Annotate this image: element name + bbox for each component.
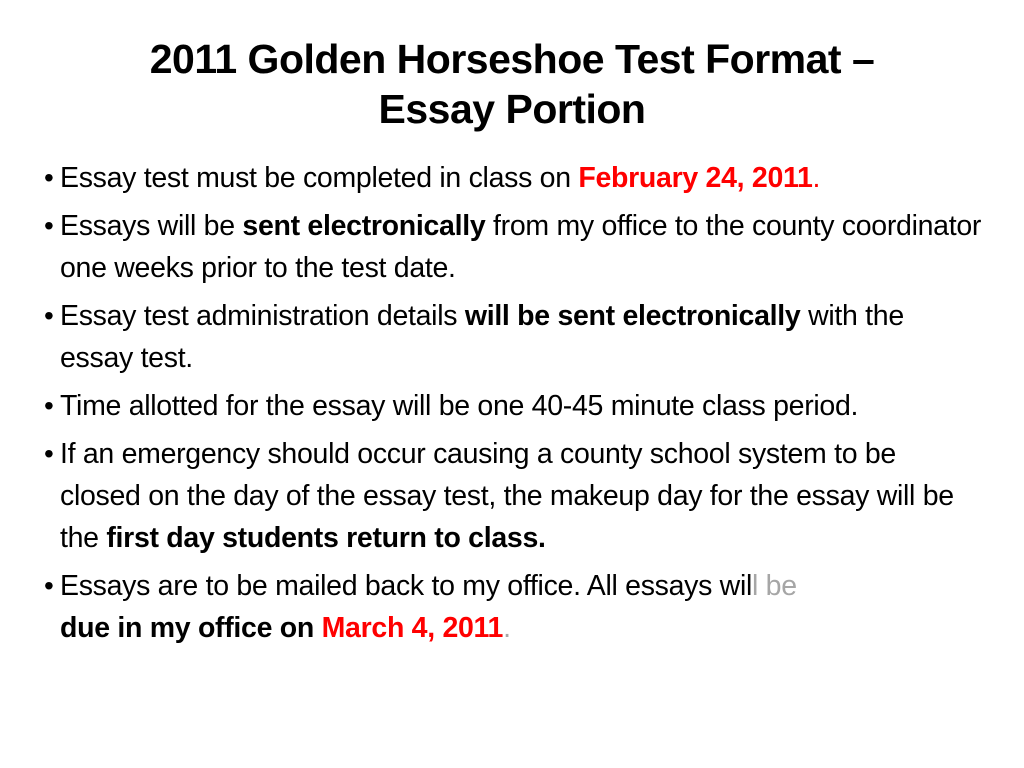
bullet-administration-details xyxy=(44,295,984,379)
bullet-dot-icon: • xyxy=(44,300,54,331)
bullet-text: Essay test must be completed in class on xyxy=(60,162,579,194)
bullet-emergency xyxy=(44,433,984,559)
bullet-emphasis: will be sent electronically xyxy=(464,300,801,332)
bullet-dot-icon: • xyxy=(44,570,54,601)
bullet-text: from my office to the county coordinator one weeks prior to the test date. xyxy=(60,210,982,284)
bullet-text: . xyxy=(503,612,511,644)
bullet-text: Essay test administration details xyxy=(60,300,465,332)
bullet-dot-icon: • xyxy=(44,390,54,421)
bullet-mail-back xyxy=(44,565,984,649)
slide-title xyxy=(60,34,964,134)
bullet-text: Time allotted for the essay will be one 40-45 minute class period. xyxy=(60,390,859,422)
bullet-dot-icon: • xyxy=(44,162,54,193)
bullet-emphasis: first day students return to class. xyxy=(106,522,546,554)
slide-title-line-1: 2011 Golden Horseshoe Test Format – xyxy=(149,36,875,82)
slide-title-line-2: Essay Portion xyxy=(378,86,646,132)
bullet-text: . xyxy=(812,162,821,194)
bullet-text: Essays will be xyxy=(60,210,243,242)
bullet-list xyxy=(44,157,984,655)
essay-date: February 24, 2011 xyxy=(578,162,813,194)
bullet-emphasis: sent electronically xyxy=(242,210,486,242)
bullet-text: with the essay test. xyxy=(60,300,904,374)
bullet-emphasis: due in my office on xyxy=(60,612,322,644)
bullet-sent-electronically xyxy=(44,205,984,289)
due-date: March 4, 2011 xyxy=(321,612,504,644)
faded-text: l be xyxy=(752,570,797,602)
bullet-dot-icon: • xyxy=(44,210,54,241)
bullet-essay-date xyxy=(44,157,984,199)
bullet-text: If an emergency should occur causing a county school system to be closed on the day of the essay test, the makeup day for the essay will be the xyxy=(60,438,954,554)
bullet-dot-icon: • xyxy=(44,438,54,469)
bullet-text: Essays are to be mailed back to my office. All essays wil xyxy=(60,570,753,602)
bullet-time-allotted xyxy=(44,385,984,427)
